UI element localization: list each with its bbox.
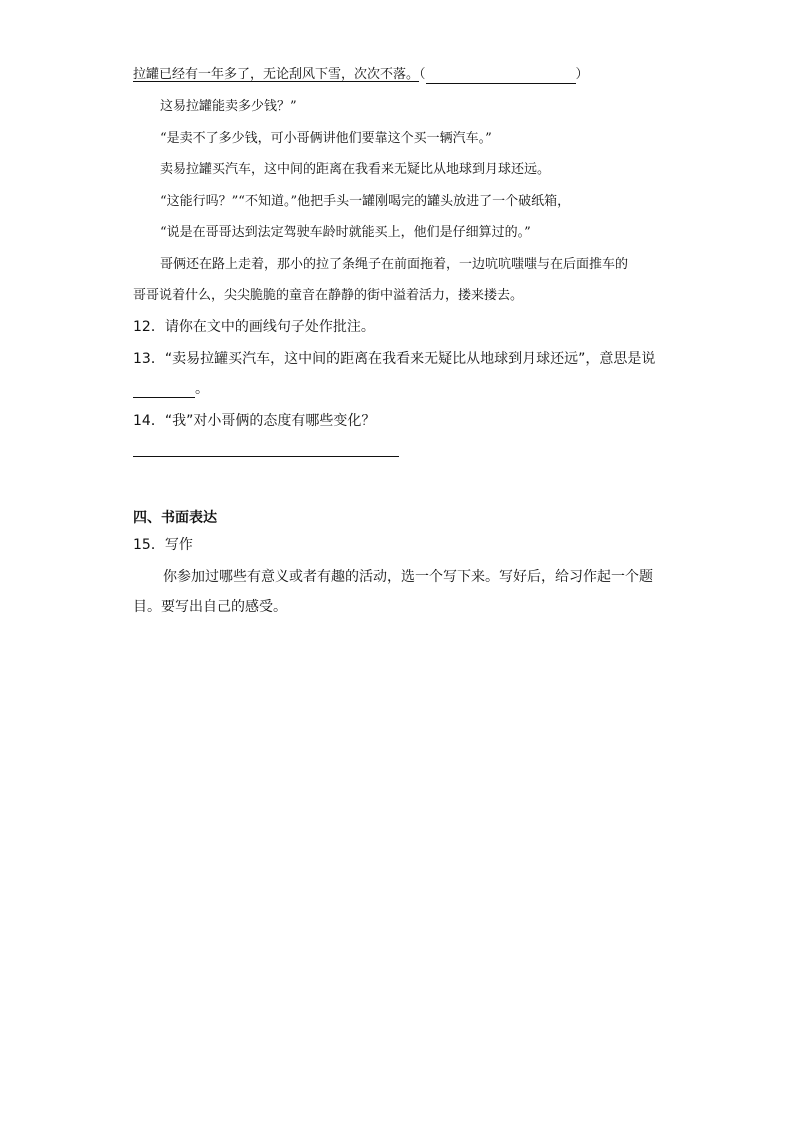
answer-line-14[interactable] bbox=[133, 456, 399, 457]
question-13: 13．“卖易拉罐买汽车，这中间的距离在我看来无疑比从地球到月球还远”，意思是说 bbox=[133, 351, 656, 367]
passage-line-7: 哥俩还在路上走着，那小的拉了条绳子在前面拖着，一边吭吭嗤嗤与在后面推车的 bbox=[160, 257, 629, 272]
essay-prompt-line-1: 你参加过哪些有意义或者有趣的活动，选一个写下来。写好后，给习作起一个题 bbox=[163, 569, 653, 585]
question-12: 12．请你在文中的画线句子处作批注。 bbox=[133, 319, 375, 335]
passage-line-3: “是卖不了多少钱，可小哥俩讲他们要靠这个买一辆汽车。” bbox=[160, 131, 492, 146]
passage-line-8: 哥哥说着什么，尖尖脆脆的童音在静静的街中溢着活力，搂来搂去。 bbox=[133, 288, 524, 303]
answer-blank-13[interactable] bbox=[133, 383, 195, 398]
section-title: 四、书面表达 bbox=[133, 510, 217, 526]
question-13-answer-line bbox=[133, 380, 209, 398]
underlined-sentence: 拉罐已经有一年多了，无论刮风下雪，次次不落。 bbox=[133, 67, 420, 82]
passage-line-6: “说是在哥哥达到法定驾驶车龄时就能买上，他们是仔细算过的。” bbox=[160, 225, 531, 240]
passage-line-5: “这能行吗？”“不知道。”他把手头一罐刚喝完的罐头放进了一个破纸箱， bbox=[160, 194, 571, 209]
passage-line-1 bbox=[133, 66, 589, 84]
question-15: 15．写作 bbox=[133, 537, 193, 553]
question-13-period: 。 bbox=[195, 381, 209, 397]
passage-line-2: 这易拉罐能卖多少钱？” bbox=[160, 99, 297, 114]
annotation-blank[interactable] bbox=[426, 69, 576, 84]
annotation-open-paren: （ bbox=[419, 67, 426, 82]
question-14: 14．“我”对小哥俩的态度有哪些变化？ bbox=[133, 413, 376, 429]
passage-line-4: 卖易拉罐买汽车，这中间的距离在我看来无疑比从地球到月球还远。 bbox=[160, 162, 551, 177]
annotation-close-paren: ） bbox=[575, 67, 589, 82]
essay-prompt-line-2: 目。要写出自己的感受。 bbox=[133, 599, 287, 615]
